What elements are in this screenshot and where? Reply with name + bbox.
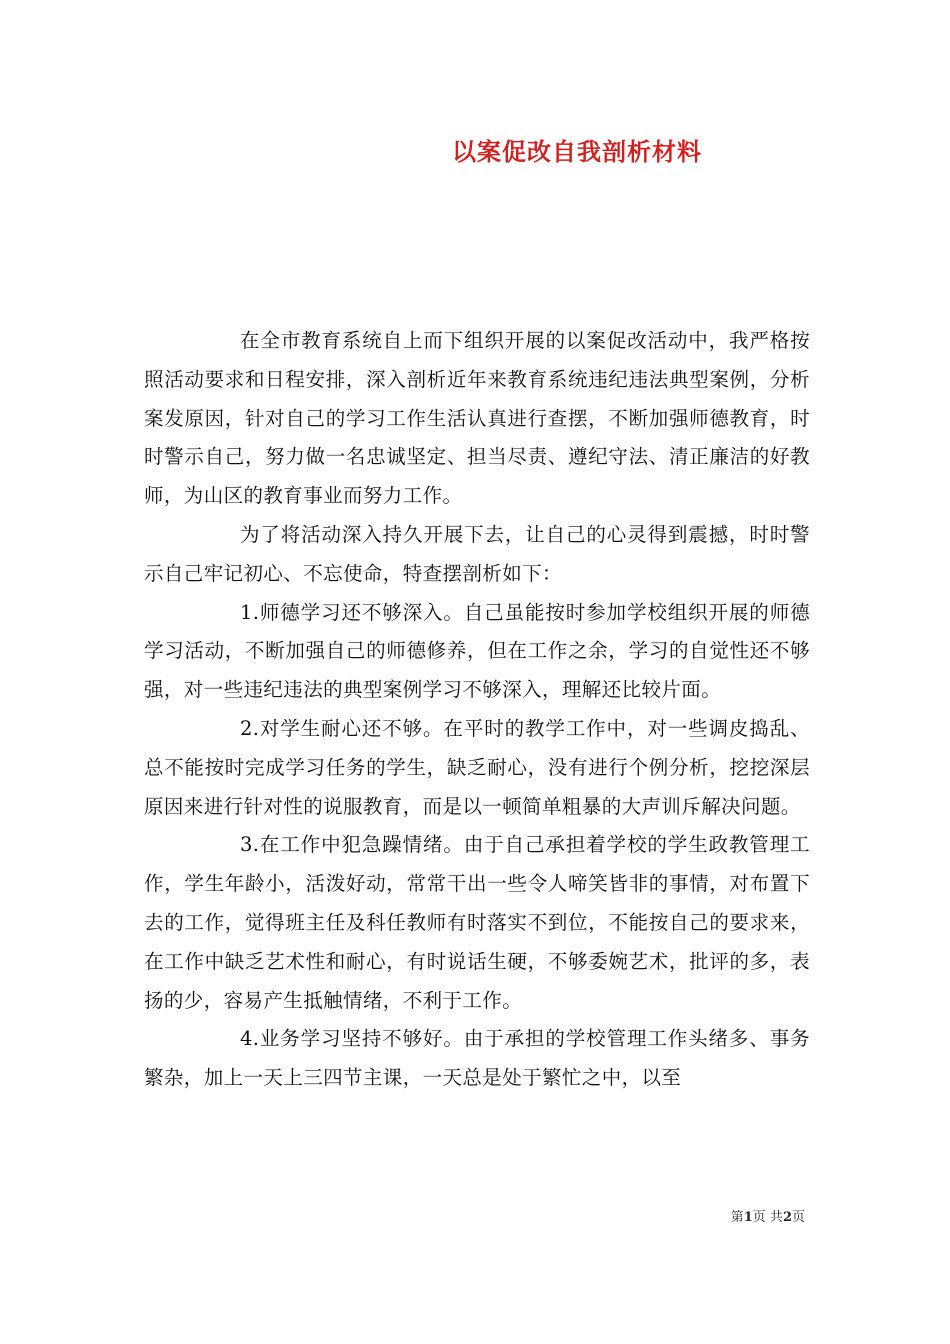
document-body — [144, 322, 810, 1098]
document-title: 以案促改自我剖析材料 — [452, 137, 702, 166]
paragraph-purpose: 为了将活动深入持久开展下去，让自己的心灵得到震撼，时时警示自己牢记初心、不忘使命，特查摆剖析如下： — [144, 522, 810, 585]
page-number-footer — [731, 1206, 805, 1225]
paragraph-item-3: 3.在工作中犯急躁情绪。由于自己承担着学校的学生政教管理工作，学生年龄小，活泼好动，常常干出一些令人啼笑皆非的事情，对布置下去的工作，觉得班主任及科任教师有时落实不到位，不能按自己的要求来，在工作中缺乏艺术性和耐心，有时说话生硬，不够委婉艺术，批评的多，表扬的少，容易产生抵触情绪，不利于工作。 — [144, 833, 810, 1012]
footer-total-pages: 2 — [782, 1210, 792, 1225]
paragraph-item-1: 1.师德学习还不够深入。自己虽能按时参加学校组织开展的师德学习活动，不断加强自己的师德修养，但在工作之余，学习的自觉性还不够强，对一些违纪违法的典型案例学习不够深入，理解还比较片面。 — [144, 600, 810, 702]
footer-suffix: 页 — [791, 1210, 805, 1225]
paragraph-item-2: 2.对学生耐心还不够。在平时的教学工作中，对一些调皮捣乱、总不能按时完成学习任务的学生，缺乏耐心，没有进行个例分析，挖挖深层原因来进行针对性的说服教育，而是以一顿简单粗暴的大声训斥解决问题。 — [144, 716, 810, 818]
footer-current-page: 1 — [743, 1210, 753, 1225]
footer-middle: 页 共 — [752, 1210, 783, 1225]
document-title-container — [0, 132, 950, 167]
paragraph-intro: 在全市教育系统自上而下组织开展的以案促改活动中，我严格按照活动要求和日程安排，深入剖析近年来教育系统违纪违法典型案例，分析案发原因，针对自己的学习工作生活认真进行查摆，不断加强师德教育，时时警示自己，努力做一名忠诚坚定、担当尽责、遵纪守法、清正廉洁的好教师，为山区的教育事业而努力工作。 — [144, 329, 810, 508]
paragraph-item-4: 4.业务学习坚持不够好。由于承担的学校管理工作头绪多、事务繁杂，加上一天上三四节主课，一天总是处于繁忙之中，以至 — [144, 1027, 810, 1090]
footer-prefix: 第 — [730, 1210, 744, 1225]
